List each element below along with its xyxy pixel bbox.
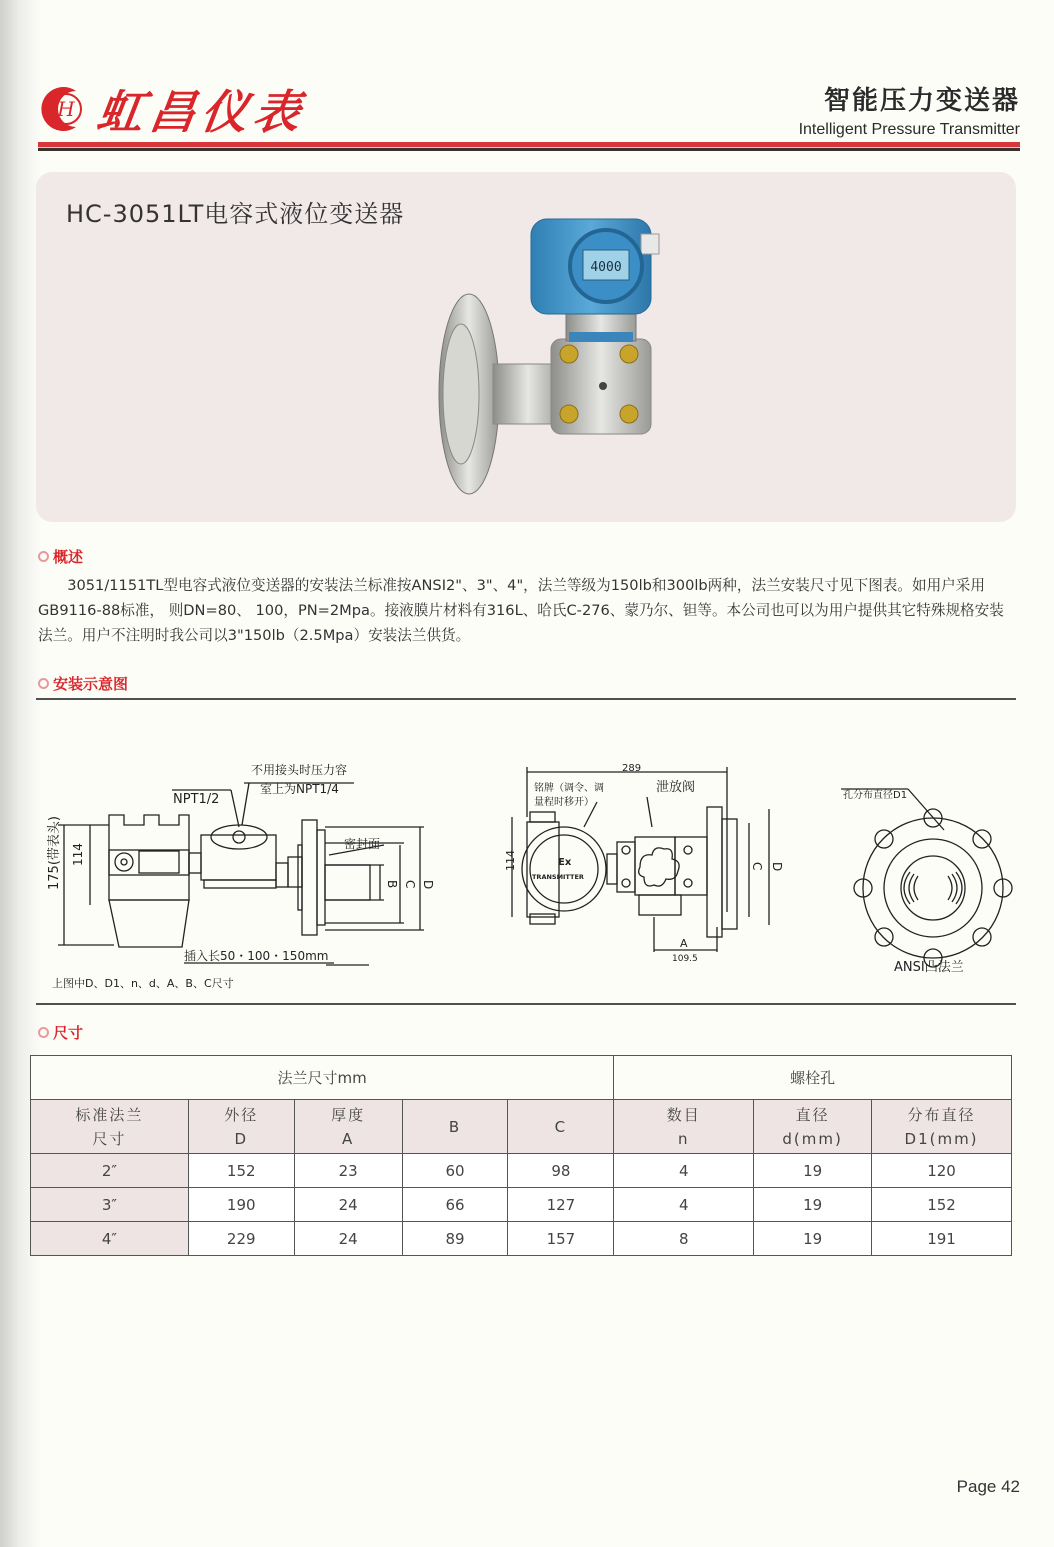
table-cell: 24 — [294, 1188, 402, 1222]
column-header: 直径 d(mm) — [754, 1100, 872, 1154]
table-cell: 152 — [872, 1188, 1012, 1222]
bullet-icon — [38, 551, 49, 562]
table-cell: 60 — [402, 1154, 508, 1188]
table-cell: 191 — [872, 1222, 1012, 1256]
svg-text:Ex: Ex — [558, 857, 572, 868]
table-group-header — [31, 1056, 1012, 1100]
table-cell: 98 — [508, 1154, 614, 1188]
svg-text:H: H — [57, 97, 75, 121]
section-heading-dimensions: 尺寸 — [38, 1022, 83, 1043]
table-row — [31, 1222, 1012, 1256]
page-header — [36, 70, 1020, 150]
svg-text:289: 289 — [622, 763, 642, 774]
table-cell: 89 — [402, 1222, 508, 1256]
svg-text:109.5: 109.5 — [672, 954, 698, 964]
svg-text:D: D — [421, 880, 435, 890]
section-divider — [36, 1003, 1016, 1005]
bullet-icon — [38, 1027, 49, 1038]
svg-text:114: 114 — [504, 850, 517, 871]
svg-text:C: C — [750, 862, 764, 871]
svg-text:NPT1/2: NPT1/2 — [173, 792, 220, 807]
category-title-cn: 智能压力变送器 — [823, 86, 1020, 116]
svg-text:4000: 4000 — [590, 260, 622, 275]
table-cell: 4 — [614, 1188, 754, 1222]
table-cell: 4″ — [31, 1222, 189, 1256]
product-panel — [36, 172, 1016, 522]
table-cell: 2″ — [31, 1154, 189, 1188]
group-header-flange: 法兰尺寸mm — [31, 1056, 614, 1100]
section-heading-overview: 概述 — [38, 546, 83, 567]
table-cell: 19 — [754, 1188, 872, 1222]
svg-text:B: B — [385, 880, 399, 889]
overview-paragraph: 3051/1151TL型电容式液位变送器的安装法兰标准按ANSI2"、3"、4"，法兰等级为150lb和300lb两种，法兰安装尺寸见下图表。如用户采用GB9116-88标准， 则DN=80、 100，PN=2Mpa。接液膜片材料有316L、哈氏C-276、蒙乃尔、钽等。本公司也可以为用户提供其它特殊规格安装法兰。用户不注明时我公司以3"150lb（2.5Mpa）安装法兰供货。 — [38, 577, 1004, 644]
table-cell: 152 — [188, 1154, 294, 1188]
column-header: 数目 n — [614, 1100, 754, 1154]
column-header: 标准法兰 尺寸 — [31, 1100, 189, 1154]
section-heading-installation: 安装示意图 — [38, 673, 128, 694]
column-header: 厚度 A — [294, 1100, 402, 1154]
svg-text:密封面: 密封面 — [344, 837, 381, 851]
svg-text:铭牌（调令、调: 铭牌（调令、调 — [534, 783, 604, 794]
svg-text:不用接头时压力容: 不用接头时压力容 — [251, 763, 348, 777]
svg-text:孔分布直径D1: 孔分布直径D1 — [843, 790, 908, 801]
table-cell: 157 — [508, 1222, 614, 1256]
table-cell: 24 — [294, 1222, 402, 1256]
front-view-diagram — [492, 757, 792, 969]
svg-text:量程时移开）: 量程时移开） — [534, 797, 594, 808]
section-divider — [36, 698, 1016, 700]
svg-text:上图中D、D1、n、d、A、B、C尺寸: 上图中D、D1、n、d、A、B、C尺寸 — [52, 977, 234, 990]
svg-text:175(带表头): 175(带表头) — [47, 816, 62, 890]
flange-dimensions-table — [30, 1055, 1012, 1256]
table-cell: 3″ — [31, 1188, 189, 1222]
brand-logo — [36, 76, 310, 142]
column-header: 分布直径 D1(mm) — [872, 1100, 1012, 1154]
svg-text:C: C — [403, 880, 417, 889]
svg-text:TRANSMITTER: TRANSMITTER — [532, 873, 584, 881]
table-column-header — [31, 1100, 1012, 1154]
brand-name: 虹昌仪表 — [93, 85, 310, 139]
flange-face-diagram — [836, 778, 1026, 978]
catalog-category — [799, 80, 1020, 139]
column-header: C — [508, 1100, 614, 1154]
svg-text:114: 114 — [71, 843, 85, 866]
header-divider — [38, 142, 1020, 151]
table-row — [31, 1154, 1012, 1188]
table-cell: 8 — [614, 1222, 754, 1256]
product-photo — [431, 214, 661, 504]
side-view-diagram — [44, 755, 444, 995]
svg-text:插入长50・100・150mm: 插入长50・100・150mm — [184, 949, 329, 963]
svg-text:D: D — [770, 862, 784, 872]
svg-text:ANSI凸法兰: ANSI凸法兰 — [894, 960, 964, 975]
column-header: 外径 D — [188, 1100, 294, 1154]
table-cell: 120 — [872, 1154, 1012, 1188]
table-cell: 66 — [402, 1188, 508, 1222]
column-header: B — [402, 1100, 508, 1154]
table-cell: 19 — [754, 1222, 872, 1256]
svg-text:A: A — [680, 937, 688, 950]
bullet-icon — [38, 678, 49, 689]
table-cell: 19 — [754, 1154, 872, 1188]
category-title-en: Intelligent Pressure Transmitter — [798, 121, 1020, 138]
logo-icon — [36, 83, 88, 135]
svg-text:室上为NPT1/4: 室上为NPT1/4 — [260, 782, 339, 796]
table-cell: 23 — [294, 1154, 402, 1188]
table-cell: 4 — [614, 1154, 754, 1188]
table-cell: 190 — [188, 1188, 294, 1222]
table-cell: 127 — [508, 1188, 614, 1222]
table-row — [31, 1188, 1012, 1222]
table-cell: 229 — [188, 1222, 294, 1256]
page-number: Page 42 — [956, 1477, 1020, 1496]
svg-text:泄放阀: 泄放阀 — [656, 780, 696, 795]
product-title: HC-3051LT电容式液位变送器 — [66, 200, 405, 228]
group-header-bolt-holes: 螺栓孔 — [614, 1056, 1012, 1100]
